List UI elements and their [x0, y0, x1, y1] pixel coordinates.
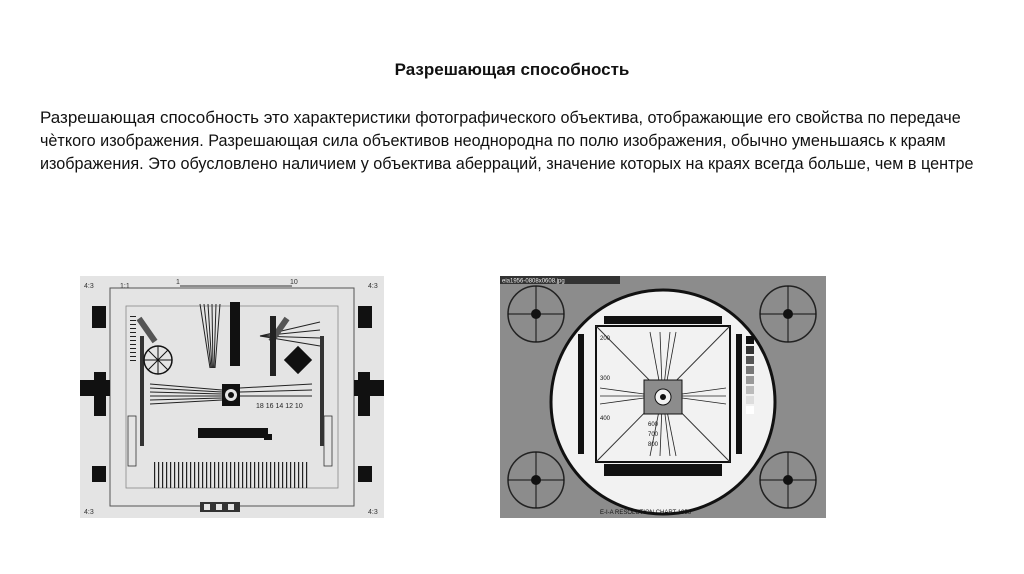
num-700: 700	[648, 432, 659, 438]
num-200: 200	[600, 336, 611, 342]
slide-title: Разрешающая способность	[394, 60, 630, 79]
num-800: 800	[648, 442, 659, 448]
scale-end: 10	[290, 279, 298, 286]
iso-resolution-chart-image	[80, 276, 384, 518]
scale-start: 1	[176, 279, 180, 286]
term-label: Разрешающая способность это	[40, 108, 290, 127]
corner-circle-br	[760, 452, 816, 508]
ratio-bottom-right: 4:3	[368, 509, 378, 516]
center-numbers: 18 16 14 12 10	[256, 403, 303, 410]
corner-circle-tr	[760, 286, 816, 342]
eia-chart-graphic	[500, 276, 826, 518]
ratio-top-right: 4:3	[368, 283, 378, 290]
chart-footer: E-I-A RESOLUTION CHART 1956	[600, 510, 692, 516]
definition-text: характеристики фотографического объектива, отображающие его свойства по передаче чѐткого изображения. Разрешающая сила объективов неоднородна по полю изображения, обычно уменьшаясь к краям изображения. Это обусловлено наличием у объектива аберраций, значение которых на краях всегда больше, чем в центре	[40, 109, 974, 173]
num-400: 400	[600, 416, 611, 422]
num-300: 300	[600, 376, 611, 382]
ratio-top: 1:1	[120, 283, 130, 290]
file-label: eia1956-0808x0608.jpg	[502, 278, 565, 285]
eia-resolution-chart-image	[500, 276, 826, 518]
ratio-bottom-left: 4:3	[84, 509, 94, 516]
iso-chart-graphic	[80, 276, 384, 518]
corner-circle-bl	[508, 452, 564, 508]
ratio-top-left: 4:3	[84, 283, 94, 290]
corner-circle-tl	[508, 286, 564, 342]
slide-body	[40, 106, 990, 176]
num-600: 600	[648, 422, 659, 428]
